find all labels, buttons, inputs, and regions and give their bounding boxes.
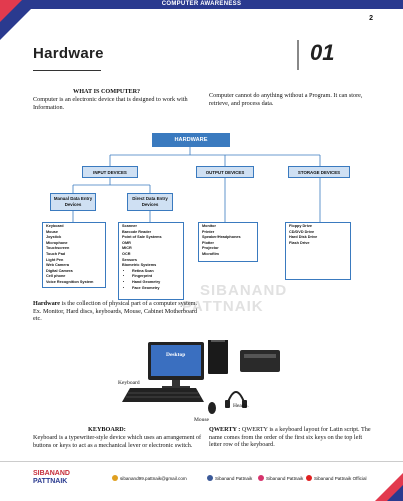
list-item: OMR (122, 240, 131, 245)
storage-items-list (289, 224, 317, 246)
list-item: Scanner (122, 224, 137, 228)
mouse-image (208, 402, 216, 414)
keyboard-label: Keyboard (118, 380, 140, 386)
header-title: COMPUTER AWARENESS (161, 1, 242, 7)
chapter-number: 01 (310, 40, 335, 65)
hardware-definition-text: is the collection of physical part of a computer system. Ex. Monitor, Hard discs, keyboards, Mouse, Cabinet Motherboard etc. (33, 300, 198, 322)
hardware-definition (33, 300, 198, 323)
keyboard-text: Keyboard is a typewriter-style device which uses an arrangement of buttons or keys to act as a mechanical lever or electronic switch. (33, 434, 202, 449)
mouse-label: Mouse (194, 417, 209, 423)
list-item: CD/DVD Drive (289, 229, 315, 234)
footer-email[interactable] (112, 475, 187, 481)
youtube-icon (306, 475, 312, 481)
list-item: Barcode Reader (122, 229, 152, 234)
chapter-title: Hardware (33, 45, 104, 62)
hardware-illustration (110, 340, 310, 420)
hardware-root-label: HARDWARE (174, 137, 208, 143)
list-item: Touchscreen (46, 246, 70, 251)
direct-items-list (122, 224, 162, 291)
facebook-icon (207, 475, 213, 481)
headphones-label: Headp. (233, 403, 249, 409)
watermark-line2: PATTNAIK (182, 298, 264, 315)
list-item: Plotter (202, 240, 215, 245)
footer-email-text: sibanand99.pattnaik@gmail.com (120, 475, 187, 481)
list-item: Point of Sale Systems (122, 235, 162, 240)
footer-youtube-text: Sibanand Pattnaik Official (314, 475, 367, 481)
corner-decoration-bottom-accent (387, 485, 403, 501)
list-item: • Retina Scan (132, 269, 162, 275)
footer-logo-line2: PATTNAIK (33, 478, 68, 485)
footer-divider (0, 461, 403, 462)
footer-instagram-text: Sibanand Pattnaik (266, 475, 304, 481)
keyboard-heading: KEYBOARD: (88, 426, 126, 433)
email-icon (112, 475, 118, 481)
desktop-label: Desktop (166, 352, 186, 358)
headphones-image (228, 392, 244, 402)
footer-facebook-text: Sibanand Pattnaik (215, 475, 253, 481)
list-item: Hard Disk Drive (289, 235, 318, 240)
list-item: Joystick (46, 235, 62, 240)
hardware-term: Hardware (33, 300, 61, 307)
keyboard-image (122, 388, 204, 402)
list-item: Biometric Systems (122, 263, 157, 268)
footer-logo-line1: SIBANAND (33, 470, 70, 477)
storage-devices-label: STORAGE DEVICES (297, 170, 341, 175)
qwerty-paragraph (209, 426, 375, 449)
qwerty-term: QWERTY : (209, 426, 241, 433)
output-devices-label: OUTPUT DEVICES (205, 170, 245, 175)
list-item: Printer (202, 229, 215, 234)
list-item: Projector (202, 246, 219, 251)
intro-heading: WHAT IS COMPUTER? (73, 88, 141, 95)
list-item: Sensors (122, 257, 137, 262)
output-items-list (202, 224, 241, 258)
watermark-line1: SIBANAND (200, 282, 288, 299)
list-item: Floppy Drive (289, 224, 312, 228)
intro-right-text: Computer cannot do anything without a Program. It can store, retrieve, and process data. (209, 92, 363, 107)
list-item: Light Pen (46, 257, 64, 262)
list-item: • Fingerprint (132, 274, 162, 280)
list-item: Monitor (202, 224, 216, 228)
list-item: • Face Geometry (132, 286, 162, 292)
list-item: Speaker/Headphones (202, 235, 241, 240)
cpu-tower-image (208, 340, 228, 374)
list-item: • Hand Geometry (132, 280, 162, 286)
intro-left-text: Computer is an electronic device that is designed to work with Information. (33, 96, 188, 111)
list-item: Cell phone (46, 274, 66, 279)
list-item: OCR (122, 251, 131, 256)
qwerty-text: QWERTY is a keyboard layout for Latin script. The name comes from the order of the first six keys on the top left letter row of the keyboard. (209, 426, 371, 448)
list-item: MICR (122, 246, 132, 251)
footer-facebook[interactable] (207, 475, 252, 481)
printer-image (240, 350, 280, 372)
list-item: Flash Drive (289, 240, 310, 245)
footer-instagram[interactable] (258, 475, 303, 481)
list-item: Microfilm (202, 251, 219, 256)
list-item: Touch Pad (46, 251, 66, 256)
direct-entry-label: Direct Data Entry Devices (132, 196, 168, 207)
list-item: Voice Recognition System (46, 279, 94, 284)
list-item: Microphone (46, 240, 68, 245)
list-item: Digital Camera (46, 268, 73, 273)
manual-items-list (46, 224, 93, 286)
list-item: Mouse (46, 229, 59, 234)
page-number: 2 (369, 15, 373, 22)
list-item: Keyboard (46, 224, 64, 228)
list-item: Web Camera (46, 263, 69, 268)
instagram-icon (258, 475, 264, 481)
biometric-sublist (122, 269, 162, 291)
input-devices-label: INPUT DEVICES (93, 170, 127, 175)
footer-youtube[interactable] (306, 475, 367, 481)
manual-entry-label: Manual Data Entry Devices (53, 196, 93, 207)
